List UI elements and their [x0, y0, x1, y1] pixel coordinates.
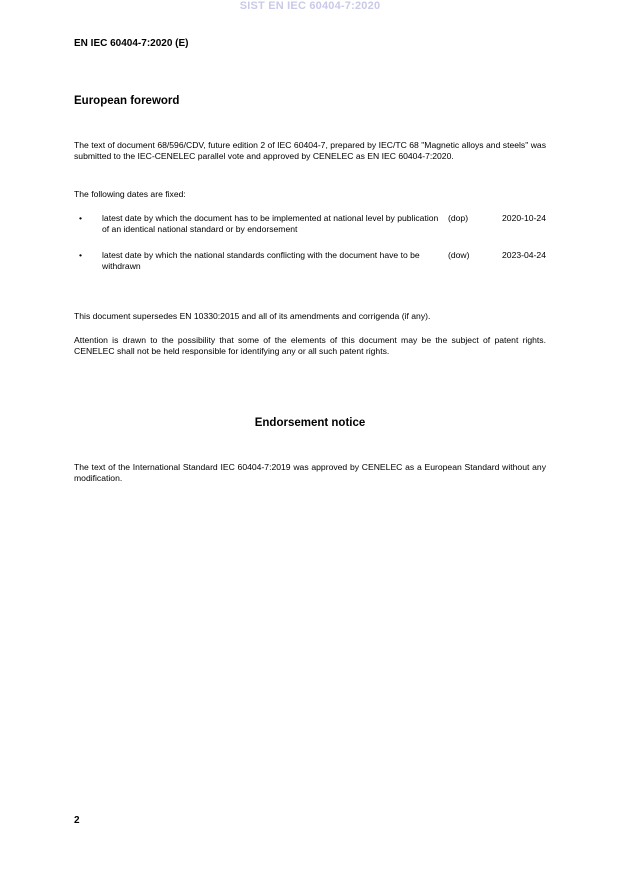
endorsement-paragraph: The text of the International Standard IEC 60404-7:2019 was approved by CENELEC as a European Standard without any modification.	[74, 462, 546, 483]
watermark: SIST EN IEC 60404-7:2020	[239, 0, 381, 12]
document-id: EN IEC 60404-7:2020 (E)	[74, 38, 189, 49]
supersedes-paragraph: This document supersedes EN 10330:2015 and all of its amendments and corrigenda (if any).	[74, 311, 431, 321]
date-code: (dow)	[448, 250, 470, 260]
endorsement-heading: Endorsement notice	[254, 417, 366, 429]
date-description: latest date by which the national standards conflicting with the document have to be withdrawn	[102, 250, 420, 271]
date-code: (dop)	[448, 213, 469, 223]
dates-intro-paragraph: The following dates are fixed:	[74, 189, 186, 199]
bullet-icon: •	[79, 213, 83, 223]
foreword-heading: European foreword	[74, 95, 180, 107]
date-value: 2020-10-24	[502, 213, 546, 223]
bullet-icon: •	[79, 250, 83, 260]
page-number: 2	[74, 815, 80, 826]
patent-attention-paragraph: Attention is drawn to the possibility that some of the elements of this document may be the subject of patent rights. CENELEC shall not be held responsible for identifying any or all such patent rights.	[74, 335, 546, 356]
date-value: 2023-04-24	[502, 250, 546, 260]
date-description: latest date by which the document has to be implemented at national level by publication of an identical national standard or by endorsement	[102, 213, 439, 234]
foreword-intro-paragraph: The text of document 68/596/CDV, future edition 2 of IEC 60404-7, prepared by IEC/TC 68 "Magnetic alloys and steels" was submitted to the IEC-CENELEC parallel vote and approved by CENELEC as EN IEC 60404-7:2020.	[74, 140, 546, 161]
